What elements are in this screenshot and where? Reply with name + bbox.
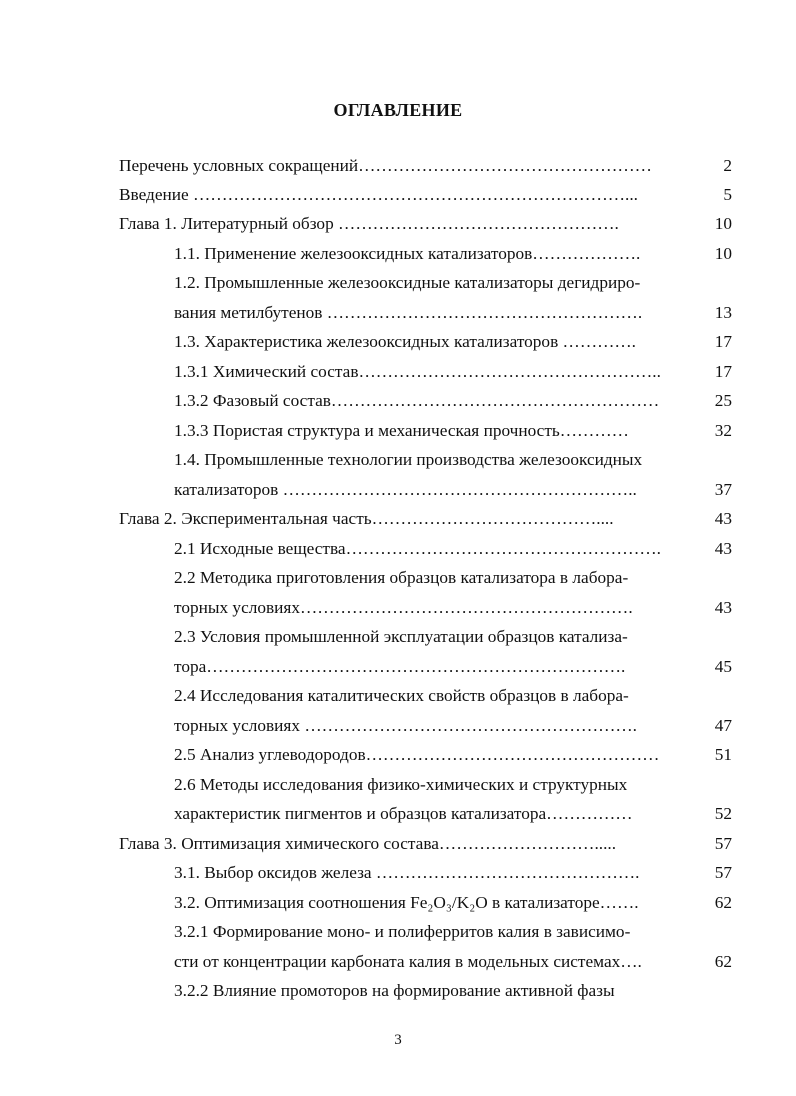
toc-entry-text[interactable]: 3.1. Выбор оксидов железа ………………………………………. — [174, 863, 640, 882]
toc-entry-text[interactable]: 1.1. Применение железооксидных катализаторов………………. — [174, 244, 641, 263]
toc-entry-text[interactable]: 1.3.1 Химический состав…………………………………………….. — [174, 362, 661, 381]
toc-entry-text[interactable]: 2.5 Анализ углеводородов…………………………………………… — [174, 745, 660, 764]
toc-entry-page: 45 — [714, 657, 732, 676]
toc-entry-text-continued[interactable]: торных условиях …………………………………………………. — [174, 716, 637, 735]
toc-entry-text[interactable]: 3.2. Оптимизация соотношения Fe₂O₃/K₂O в катализаторе……. — [174, 893, 639, 912]
toc-entry-text[interactable]: Глава 1. Литературный обзор …………………………………………. — [119, 214, 619, 233]
toc-entry-page: 37 — [714, 480, 732, 499]
toc-entry-page: 10 — [714, 214, 732, 233]
toc-entry-text[interactable]: 2.4 Исследования каталитических свойств образцов в лабора- — [174, 686, 629, 705]
toc-entry-text-continued[interactable]: характеристик пигментов и образцов катализатора…………… — [174, 804, 633, 823]
toc-entry-page: 43 — [714, 598, 732, 617]
toc-entry-page: 2 — [723, 156, 732, 175]
toc-entry-page: 52 — [714, 804, 732, 823]
toc-entry-page: 62 — [714, 952, 732, 971]
toc-entry-text-continued[interactable]: катализаторов …………………………………………………….. — [174, 480, 637, 499]
toc-entry-page: 17 — [714, 362, 732, 381]
toc-entry-text[interactable]: Глава 3. Оптимизация химического состава………………………..... — [119, 834, 617, 853]
toc-entry-text-continued[interactable]: торных условиях…………………………………………………. — [174, 598, 633, 617]
toc-entry-text[interactable]: 3.2.2 Влияние промоторов на формирование активной фазы — [174, 981, 615, 1000]
toc-entry-page: 57 — [714, 863, 732, 882]
toc-entry-page: 43 — [714, 539, 732, 558]
toc-entry-text[interactable]: 2.2 Методика приготовления образцов катализатора в лабора- — [174, 568, 629, 587]
toc-entry-text[interactable]: 2.3 Условия промышленной эксплуатации образцов катализа- — [174, 627, 628, 646]
toc-entry-text[interactable]: Перечень условных сокращений…………………………………………… — [119, 156, 652, 175]
toc-heading: ОГЛАВЛЕНИЕ — [333, 100, 463, 120]
toc-entry-text[interactable]: 3.2.1 Формирование моно- и полиферритов калия в зависимо- — [174, 922, 631, 941]
toc-entry-text[interactable]: 1.4. Промышленные технологии производства железооксидных — [174, 450, 643, 469]
toc-entry-page: 17 — [714, 332, 732, 351]
toc-entry-page: 5 — [723, 185, 732, 204]
toc-entry-text[interactable]: 2.6 Методы исследования физико-химических и структурных — [174, 775, 628, 794]
toc-entry-page: 51 — [714, 745, 732, 764]
toc-entry-text[interactable]: Введение …………………………………………………………………... — [119, 185, 638, 204]
toc-entry-text-continued[interactable]: сти от концентрации карбоната калия в модельных системах…. — [174, 952, 642, 971]
toc-entry-text[interactable]: 1.3.3 Пористая структура и механическая прочность………… — [174, 421, 629, 440]
toc-entry-page: 13 — [714, 303, 732, 322]
toc-entry-page: 32 — [714, 421, 732, 440]
toc-entry-text[interactable]: 1.3.2 Фазовый состав………………………………………………… — [174, 391, 660, 410]
toc-entry-text-continued[interactable]: вания метилбутенов ………………………………………………. — [174, 303, 643, 322]
toc-entry-text[interactable]: Глава 2. Экспериментальная часть………………………………….... — [119, 509, 614, 528]
toc-entry-text[interactable]: 1.2. Промышленные железооксидные катализаторы дегидриро- — [174, 273, 641, 292]
toc-entry-text[interactable]: 2.1 Исходные вещества………………………………………………. — [174, 539, 661, 558]
toc-entry-page: 25 — [714, 391, 732, 410]
toc-entry-page: 57 — [714, 834, 732, 853]
toc-entry-page: 10 — [714, 244, 732, 263]
toc-entry-text-continued[interactable]: тора………………………………………………………………. — [174, 657, 626, 676]
toc-entry-page: 43 — [714, 509, 732, 528]
toc-entry-page: 47 — [714, 716, 732, 735]
toc-entry-text[interactable]: 1.3. Характеристика железооксидных катализаторов …………. — [174, 332, 637, 351]
page-number: 3 — [394, 1032, 402, 1048]
toc-entry-page: 62 — [714, 893, 732, 912]
